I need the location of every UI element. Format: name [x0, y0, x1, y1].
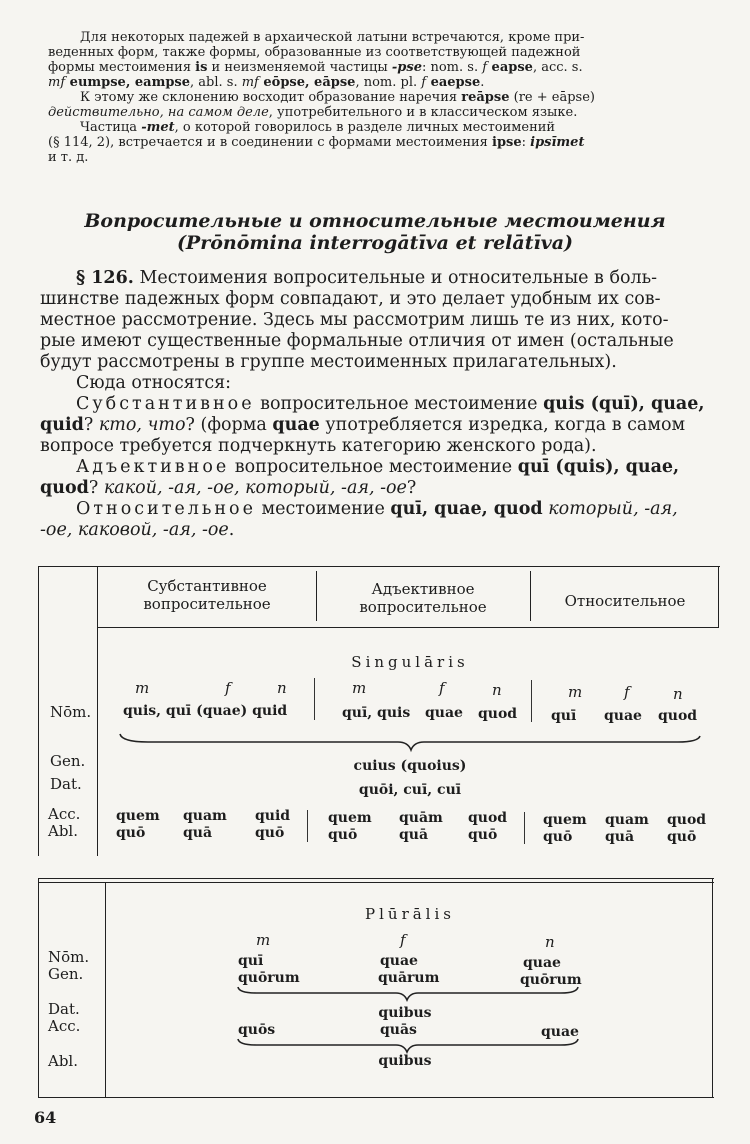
- header-relative: Относительное: [564, 592, 686, 610]
- nom-subst: quis, quī (quae) quid: [123, 703, 288, 719]
- gender-n: n: [277, 679, 287, 697]
- section-body: [40, 268, 724, 541]
- acc-adj-n: quod: [468, 810, 508, 826]
- brace: [236, 985, 581, 1003]
- gender-n: n: [545, 933, 555, 951]
- abl-pl-value: quibus: [378, 1053, 432, 1069]
- archaic-forms-note: [48, 30, 728, 165]
- body-line: quid? кто, что? (форма quae употребляется изредка, когда в самом: [40, 415, 686, 435]
- case-dat: Dat.: [48, 1000, 80, 1018]
- case-nom: Nōm.: [48, 948, 90, 966]
- nom-adj-n: quod: [478, 706, 518, 722]
- header-adjective-sub: вопросительное: [359, 598, 487, 616]
- body-line: Относительное местоимение quī, quae, quod который, -ая,: [76, 499, 678, 519]
- acc-pl-n: quae: [541, 1024, 579, 1040]
- body-line: -ое, каковой, -ая, -ое.: [40, 520, 235, 540]
- singularis-label: Singulāris: [351, 653, 469, 671]
- case-abl: Abl.: [48, 1052, 78, 1070]
- abl-subst-m: quō: [116, 825, 146, 841]
- body-line: местное рассмотрение. Здесь мы рассмотрим лишь те из них, кото-: [40, 310, 669, 330]
- body-line: § 126. Местоимения вопросительные и относительные в боль-: [76, 268, 658, 288]
- page-number: 64: [34, 1108, 57, 1127]
- header-substantive: Субстантивное: [147, 577, 267, 595]
- brace: [118, 732, 703, 754]
- acc-subst-f: quam: [183, 808, 227, 824]
- acc-subst-n: quid: [255, 808, 291, 824]
- note-line: mf eumpse, eampse, abl. s. mf eōpse, eāpse, nom. pl. f eaepse.: [48, 75, 485, 90]
- case-abl: Abl.: [48, 822, 78, 840]
- body-line: рые имеют существенные формальные отличия от имен (остальные: [40, 331, 674, 351]
- note-line: действительно, на самом деле, употребительного и в классическом языке.: [48, 105, 578, 120]
- gen-value: cuius (quoius): [353, 758, 467, 774]
- nom-pl-f: quae: [380, 953, 418, 969]
- gender-n: n: [673, 685, 683, 703]
- acc-subst-m: quem: [116, 808, 160, 824]
- case-acc: Acc.: [48, 1017, 81, 1035]
- brace: [236, 1037, 581, 1055]
- acc-pl-f: quās: [380, 1022, 417, 1038]
- abl-rel-m: quō: [543, 829, 573, 845]
- acc-rel-n: quod: [667, 812, 707, 828]
- abl-adj-n: quō: [468, 827, 498, 843]
- section-heading: [60, 210, 690, 254]
- acc-rel-f: quam: [605, 812, 649, 828]
- acc-pl-m: quōs: [238, 1022, 276, 1038]
- case-gen: Gen.: [48, 965, 84, 983]
- dat-value: quōi, cuī, cuī: [358, 782, 462, 798]
- abl-rel-n: quō: [667, 829, 697, 845]
- gender-f: f: [400, 931, 406, 949]
- body-line: шинстве падежных форм совпадают, и это делает удобным их сов-: [40, 289, 661, 309]
- case-dat: Dat.: [50, 775, 82, 793]
- gender-f: f: [624, 683, 630, 701]
- note-line: (§ 114, 2), встречается и в соединении с формами местоимения ipse: ipsīmet: [48, 135, 585, 150]
- header-adjective: Адъективное: [371, 580, 475, 598]
- gen-pl-f: quārum: [378, 970, 440, 986]
- gender-f: f: [439, 679, 445, 697]
- body-line: Сюда относятся:: [76, 373, 232, 393]
- note-line: веденных форм, также формы, образованные из соответствующей падежной: [48, 45, 581, 60]
- case-gen: Gen.: [50, 752, 86, 770]
- header-substantive-sub: вопросительное: [143, 595, 271, 613]
- note-line: Частица -met, о которой говорилось в разделе личных местоимений: [80, 120, 556, 135]
- nom-rel-n: quod: [658, 708, 698, 724]
- nom-adj-f: quae: [425, 705, 463, 721]
- pluralis-label: Plūrālis: [365, 905, 455, 923]
- gen-pl-n: quōrum: [520, 972, 582, 988]
- gender-n: n: [492, 681, 502, 699]
- acc-rel-m: quem: [543, 812, 587, 828]
- body-line: вопросе требуется подчеркнуть категорию женского рода).: [40, 436, 597, 456]
- note-line: К этому же склонению восходит образование наречия reāpse (re + eāpse): [80, 90, 595, 105]
- body-line: будут рассмотрены в группе местоименных прилагательных).: [40, 352, 617, 372]
- heading-line-1: Вопросительные и относительные местоимения: [84, 210, 666, 232]
- gen-pl-m: quōrum: [238, 970, 300, 986]
- nom-adj-m: quī, quis: [342, 705, 411, 721]
- nom-pl-m: quī: [238, 953, 264, 969]
- abl-rel-f: quā: [605, 829, 635, 845]
- note-line: формы местоимения is и неизменяемой частицы -pse: nom. s. f eapse, acc. s.: [48, 60, 583, 75]
- nom-pl-n: quae: [523, 955, 561, 971]
- abl-subst-n: quō: [255, 825, 285, 841]
- gender-f: f: [225, 679, 231, 697]
- abl-adj-f: quā: [399, 827, 429, 843]
- case-acc: Acc.: [48, 805, 81, 823]
- nom-rel-m: quī: [551, 708, 577, 724]
- case-nom: Nōm.: [50, 703, 92, 721]
- gender-m: m: [256, 931, 271, 949]
- abl-adj-m: quō: [328, 827, 358, 843]
- section-number: § 126.: [76, 268, 134, 288]
- body-line: quod? какой, -ая, -ое, который, -ая, -ое?: [40, 478, 417, 498]
- body-line: Субстантивное вопросительное местоимение quis (quī), quae,: [76, 394, 705, 414]
- note-line: Для некоторых падежей в архаической латыни встречаются, кроме при-: [80, 30, 585, 45]
- heading-line-2: (Prōnōmina interrogātīva et relātīva): [176, 232, 574, 254]
- gender-m: m: [352, 679, 367, 697]
- abl-subst-f: quā: [183, 825, 213, 841]
- body-line: Адъективное вопросительное местоимение quī (quis), quae,: [76, 457, 680, 477]
- acc-adj-m: quem: [328, 810, 372, 826]
- dat-pl-value: quibus: [378, 1005, 432, 1021]
- note-line: и т. д.: [48, 150, 89, 165]
- gender-m: m: [568, 683, 583, 701]
- acc-adj-f: quām: [399, 810, 443, 826]
- nom-rel-f: quae: [604, 708, 642, 724]
- gender-m: m: [135, 679, 150, 697]
